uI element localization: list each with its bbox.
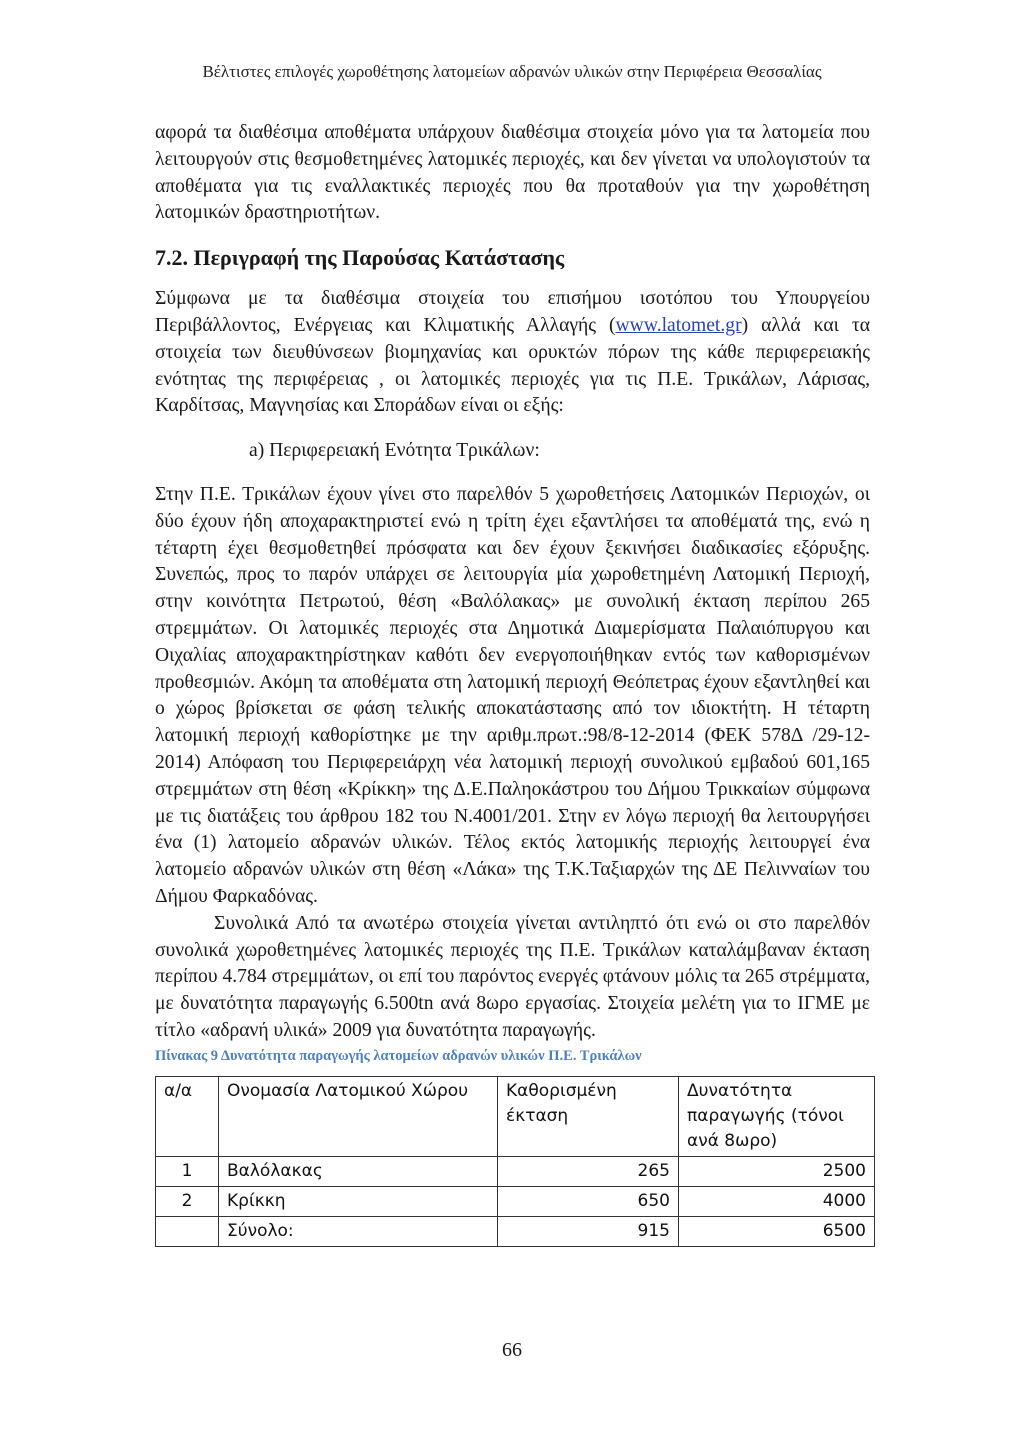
subheading-trikala: a) Περιφερειακή Ενότητα Τρικάλων: <box>249 440 540 462</box>
table-row <box>156 1156 875 1186</box>
header-area: Καθορισμένη έκταση <box>498 1076 679 1156</box>
row-capacity: 6500 <box>679 1216 875 1246</box>
running-header: Βέλτιστες επιλογές χωροθέτησης λατομείων αδρανών υλικών στην Περιφέρεια Θεσσαλίας <box>202 62 822 81</box>
paragraph-summary: Συνολικά Από τα ανωτέρω στοιχεία γίνεται αντιληπτό ότι ενώ οι στο παρελθόν συνολικά χωροθετημένες λατομικές περιοχές της Π.Ε. Τρικάλων καταλάμβαναν έκταση περίπου 4.784 στρεμμάτων, οι επί του παρόντος ενεργές φτάνουν μόλις τα 265 στρέμματα, με δυνατότητα παραγωγής 6.500tn ανά 8ωρο εργασίας. Στοιχεία μελέτη για το ΙΓΜΕ με τίτλο «αδρανή υλικά» 2009 για δυνατότητα παραγωγής. <box>155 912 870 1041</box>
paragraph-sources-text-after: ) αλλά και τα στοιχεία των διευθύνσεων βιομηχανίας και ορυκτών πόρων της κάθε περιφερειακής ενότητας της περιφέρειας , οι λατομικές περιοχές για τις Π.Ε. Τρικάλων, Λάρισας, Καρδίτσας, Μαγνησίας και Σποράδων είναι οι εξής: <box>155 314 870 417</box>
page-number: 66 <box>502 1339 522 1361</box>
row-area: 650 <box>498 1186 679 1216</box>
header-site-name: Ονομασία Λατομικού Χώρου <box>219 1076 498 1156</box>
paragraph-sources-text-before: Σύμφωνα με τα διαθέσιμα στοιχεία του επισήμου ισοτόπου του Υπουργείου Περιβάλλοντος, Ενέργειας και Κλιματικής Αλλαγής ( <box>155 288 870 336</box>
row-index <box>156 1216 219 1246</box>
row-area: 915 <box>498 1216 679 1246</box>
row-site-name: Σύνολο: <box>219 1216 498 1246</box>
row-capacity: 2500 <box>679 1156 875 1186</box>
row-index: 2 <box>156 1186 219 1216</box>
row-site-name: Βαλόλακας <box>219 1156 498 1186</box>
production-table <box>155 1076 875 1247</box>
paragraph-trikala-areas: Στην Π.Ε. Τρικάλων έχουν γίνει στο παρελθόν 5 χωροθετήσεις Λατομικών Περιοχών, οι δύο έχουν ήδη αποχαρακτηριστεί ενώ η τρίτη έχει εξαντλήσει τα αποθέματά της, ενώ η τέταρτη έχει θεσμοθετηθεί πρόσφατα και δεν έχουν ξεκινήσει διαδικασίες εξόρυξης. Συνεπώς, προς το παρόν υπάρχει σε λειτουργία μία χωροθετημένη Λατομική Περιοχή, στην κοινότητα Πετρωτού, θέση «Βαλόλακας» με συνολική έκταση περίπου 265 στρεμμάτων. Οι λατομικές περιοχές στα Δημοτικά Διαμερίσματα Παλαιόπυργου και Οιχαλίας αποχαρακτηρίστηκαν καθότι δεν ενεργοποιήθηκαν εντός των καθορισμένων προθεσμιών. Ακόμη τα αποθέματα στη λατομική περιοχή Θεόπετρας έχουν εξαντληθεί και ο χώρος βρίσκεται σε φάση τελικής αποκατάστασης από τον ιδιοκτήτη. Η τέταρτη λατομική περιοχή καθορίστηκε με την αριθμ.πρωτ.:98/8-12-2014 (ΦΕΚ 578Δ /29-12-2014) Απόφαση του Περιφερειάρχη νέα λατομική περιοχή συνολικού εμβαδού 601,165 στρεμμάτων στη θέση «Κρίκκη» της Δ.Ε.Παληοκάστρου του Δήμου Τρικκαίων σύμφωνα με τις διατάξεις του άρθρου 182 του Ν.4001/201. Στην εν λόγω περιοχή θα λειτουργήσει ένα (1) λατομείο αδρανών υλικών. Τέλος εκτός λατομικής περιοχής λειτουργεί ένα λατομείο αδρανών υλικών στη θέση «Λάκα» της Τ.Κ.Ταξιαρχών της ΔΕ Πελινναίων του Δήμου Φαρκαδόνας. <box>155 483 870 907</box>
page-body <box>155 120 870 1247</box>
row-capacity: 4000 <box>679 1186 875 1216</box>
header-index: α/α <box>156 1076 219 1156</box>
table-caption: Πίνακας 9 Δυνατότητα παραγωγής λατομείων αδρανών υλικών Π.Ε. Τρικάλων <box>155 1047 642 1064</box>
row-site-name: Κρίκκη <box>219 1186 498 1216</box>
table-row <box>156 1186 875 1216</box>
row-area: 265 <box>498 1156 679 1186</box>
paragraph-sources <box>155 286 870 420</box>
row-index: 1 <box>156 1156 219 1186</box>
header-capacity: Δυνατότητα παραγωγής (τόνοι ανά 8ωρο) <box>679 1076 875 1156</box>
latomet-link[interactable]: www.latomet.gr <box>615 314 742 336</box>
table-header-row <box>156 1076 875 1156</box>
section-heading: 7.2. Περιγραφή της Παρούσας Κατάστασης <box>155 245 565 271</box>
table-total-row <box>156 1216 875 1246</box>
paragraph-reserves: αφορά τα διαθέσιμα αποθέματα υπάρχουν διαθέσιμα στοιχεία μόνο για τα λατομεία που λειτουργούν στις θεσμοθετημένες λατομικές περιοχές, και δεν γίνεται να υπολογιστούν τα αποθέματα για τις εναλλακτικές περιοχές που θα προταθούν για την χωροθέτηση λατομικών δραστηριοτήτων. <box>155 122 870 224</box>
